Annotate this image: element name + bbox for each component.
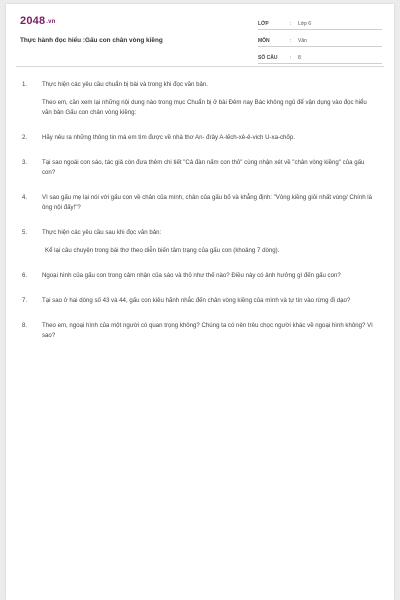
question-number: 4.	[22, 194, 28, 201]
question-item	[22, 321, 378, 341]
question-text: Theo em, ngoại hình của một người có quan trọng không? Chúng ta có nên trêu chọc người khác về ngoại hình không? Vì sao?	[42, 322, 373, 339]
question-item	[22, 271, 378, 281]
question-subtext: Kể lại câu chuyện trong bài thơ theo diễn biến tâm trạng của gấu con (khoảng 7 dòng).	[45, 247, 280, 254]
meta-separator: :	[290, 55, 292, 61]
meta-row-subject	[258, 33, 382, 47]
meta-key: SỐ CÂU	[258, 55, 278, 61]
meta-value: Văn	[298, 38, 307, 44]
question-item	[22, 80, 378, 118]
meta-key: MÔN	[258, 38, 270, 44]
question-text: Ngoại hình của gấu con trong cảm nhận của sáo và thỏ như thế nào? Điều này có ảnh hưởng gì đến gấu con?	[42, 272, 341, 279]
question-item	[22, 228, 378, 256]
question-item	[22, 133, 378, 143]
question-item	[22, 296, 378, 306]
site-logo[interactable]	[20, 15, 56, 27]
meta-separator: :	[290, 21, 292, 27]
meta-info	[258, 16, 382, 67]
question-text: Thực hiện các yêu cầu sau khi đọc văn bản:	[42, 229, 162, 236]
logo-main: 2048	[20, 15, 46, 27]
document-page	[6, 4, 394, 600]
question-number: 5.	[22, 229, 28, 236]
meta-row-class	[258, 16, 382, 30]
question-text: Hãy nêu ra những thông tin mà em tìm được về nhà thơ An- đrây A-lếch-xê-ê-vich U-xa-chốp.	[42, 134, 295, 141]
meta-value: Lớp 6	[298, 21, 312, 27]
question-number: 1.	[22, 81, 28, 88]
meta-separator: :	[290, 38, 292, 44]
question-text: Tại sao ở hai dòng số 43 và 44, gấu con kiêu hãnh nhắc đến chân vòng kiềng của mình và tự tin vào rừng đi dạo?	[42, 297, 351, 304]
question-number: 7.	[22, 297, 28, 304]
meta-row-question-count	[258, 50, 382, 64]
header-divider	[16, 66, 384, 67]
question-number: 6.	[22, 272, 28, 279]
question-number: 2.	[22, 134, 28, 141]
question-text: Tại sao ngoài con sáo, tác giả còn đưa thêm chi tiết "Cả đàn nấm con thỏ" cùng nhận xét về "chân vòng kiềng" của gấu con?	[42, 159, 365, 176]
document-title: Thực hành đọc hiểu :Gấu con chân vòng kiềng	[20, 37, 163, 44]
question-number: 3.	[22, 159, 28, 166]
question-number: 8.	[22, 322, 28, 329]
logo-suffix: .vn	[46, 19, 56, 25]
question-item	[22, 193, 378, 213]
question-text: Thực hiện các yêu cầu chuẩn bị bài và trong khi đọc văn bản.	[42, 81, 209, 88]
question-item	[22, 158, 378, 178]
meta-value: 8	[298, 55, 301, 61]
meta-key: LỚP	[258, 21, 269, 27]
question-list	[22, 80, 378, 356]
document-header	[6, 4, 394, 62]
question-subtext: Theo em, cần xem lại những nội dung nào trong mục Chuẩn bị ở bài Đêm nay Bác không ngủ để vận dụng vào đọc hiểu văn bản Gấu con chân vòng kiềng:	[42, 99, 367, 116]
question-text: Vì sao gấu mẹ lại nói với gấu con về chân của mình, chân của gấu bố và khẳng định: "Vòng kiềng giỏi nhất vùng/ Chính là ông nội đấy!"?	[42, 194, 373, 211]
